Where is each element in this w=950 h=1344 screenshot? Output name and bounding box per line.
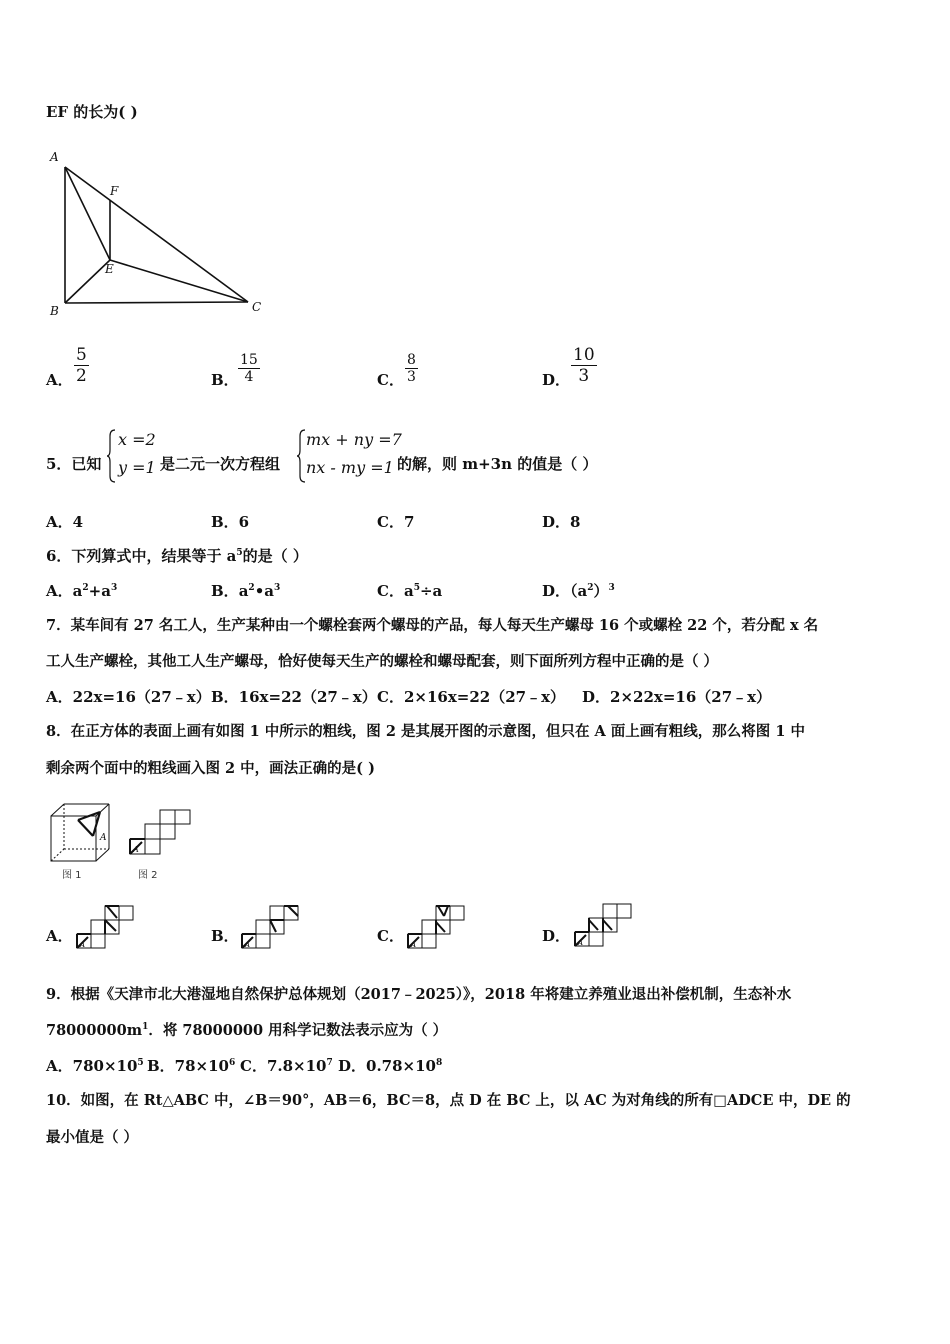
q4-option-d-letter[interactable]: D． [542,371,571,389]
system-2-row-2: nx - my =1 [306,458,394,477]
q6-option-d[interactable]: D．$(a^2)^3$ [542,582,615,600]
q9-option-a[interactable]: A．$780\times 10^5$ [46,1057,144,1075]
label-b: B [50,304,59,318]
q8-line-2: 剩余两个面中的粗线画入图 2 中，画法正确的是( ) [46,760,375,777]
q8-option-a-net[interactable] [76,904,138,950]
q8-cube-figure [48,800,118,884]
system-2-row-1: mx + ny =7 [306,430,402,449]
system-1-row-2: y =1 [118,458,156,477]
q4-option-c-letter[interactable]: C． [377,371,404,389]
cube-face-label: A [100,833,107,843]
q6-option-c[interactable]: C．$a^5\div a$ [377,582,443,600]
q7-line-2: 工人生产螺栓，其他工人生产螺母，恰好使每天生产的螺栓和螺母配套，则下面所列方程中正确的是（ ） [46,653,719,670]
q8-option-a[interactable]: A． [46,927,73,945]
q8-option-b-net[interactable] [241,904,303,950]
q8-option-b[interactable]: B． [211,927,239,945]
q7-option-d[interactable]: D．2×22x=16（27﹣x） [582,688,772,706]
q6-option-b[interactable]: B．$a^2•a^3$ [211,582,281,600]
q7-option-b[interactable]: B．16x=22（27﹣x） [211,688,377,706]
q5-prefix: 5．已知 [46,455,102,473]
figure-1-caption: 图 1 [62,870,82,881]
q4-triangle-figure [46,145,276,325]
label-e: E [105,262,114,276]
q5-option-c[interactable]: C．7 [377,513,415,531]
q4-stem-tail: EF 的长为( ) [46,103,138,121]
q10-line-1: 10．如图，在 Rt△ABC 中，∠B＝90°，AB＝6，BC＝8，点 D 在 BC 上，以 AC 为对角线的所有□ADCE 中，DE 的 [46,1092,851,1109]
denominator: 3 [407,369,416,385]
q4-option-c-fraction [405,352,418,385]
q8-option-d[interactable]: D． [542,927,571,945]
denominator: 4 [244,369,254,385]
left-brace-icon [296,428,306,484]
denominator: 2 [76,366,87,386]
q6-stem: 6．下列算式中，结果等于 $a^5$的是（ ） [46,547,308,565]
q9-line-2: $78000000m^1$．将 78000000 用科学记数法表示应为（ ） [46,1022,448,1039]
q5-option-b[interactable]: B．6 [211,513,250,531]
q9-line-1: 9．根据《天津市北大港湿地自然保护总体规划（2017﹣2025）》，2018 年将建立养殖业退出补偿机制，生态补水 [46,986,792,1003]
left-brace-icon [106,428,116,484]
q4-option-d-fraction [571,345,597,386]
q5-suffix: 的解，则 m+3n 的值是（ ） [397,455,598,473]
q8-option-c-net[interactable] [407,904,469,950]
q6-option-a[interactable]: A．$a^2+a^3$ [46,582,118,600]
figure-2-caption: 图 2 [138,870,158,881]
numerator: 15 [240,352,258,368]
label-c: C [252,300,262,314]
q8-option-d-net[interactable] [574,902,636,948]
option-c-face-label: A [411,941,417,949]
q10-line-2: 最小值是（ ） [46,1129,139,1146]
numerator: 5 [76,345,87,365]
option-a-face-label: A [80,941,86,949]
q7-line-1: 7．某车间有 27 名工人，生产某种由一个螺栓套两个螺母的产品，每人每天生产螺母 16 个或螺栓 22 个，若分配 x 名 [46,617,819,634]
q9-option-b[interactable]: B．$78\times 10^6$ [147,1057,236,1075]
q4-option-a-fraction [74,345,89,386]
option-d-face-label: A [578,939,584,947]
label-f: F [110,184,119,198]
q9-option-d[interactable]: D．$0.78\times 10^8$ [338,1057,443,1075]
q8-option-c[interactable]: C． [377,927,404,945]
q7-option-a[interactable]: A．22x=16（27﹣x） [46,688,211,706]
numerator: 8 [407,352,416,368]
q8-net-figure [128,808,194,884]
q9-option-c[interactable]: C．$7.8\times 10^7$ [240,1057,333,1075]
q4-option-a-letter[interactable]: A． [46,371,73,389]
q7-option-c[interactable]: C．2×16x=22（27﹣x） [377,688,566,706]
q4-option-b-letter[interactable]: B． [211,371,239,389]
q5-option-a[interactable]: A．4 [46,513,84,531]
q5-middle: 是二元一次方程组 [160,455,281,473]
numerator: 10 [573,345,595,365]
q8-line-1: 8．在正方体的表面上画有如图 1 中所示的粗线，图 2 是其展开图的示意图，但只在 A 面上画有粗线，那么将图 1 中 [46,723,805,740]
q4-option-b-fraction [238,352,260,385]
net-face-label: A [133,845,139,854]
q5-option-d[interactable]: D．8 [542,513,581,531]
system-1-row-1: x =2 [118,430,156,449]
q5-system-2 [296,428,402,484]
q5-system-1 [106,428,158,484]
label-a: A [50,150,59,164]
denominator: 3 [578,366,590,386]
option-b-face-label: A [245,941,251,949]
